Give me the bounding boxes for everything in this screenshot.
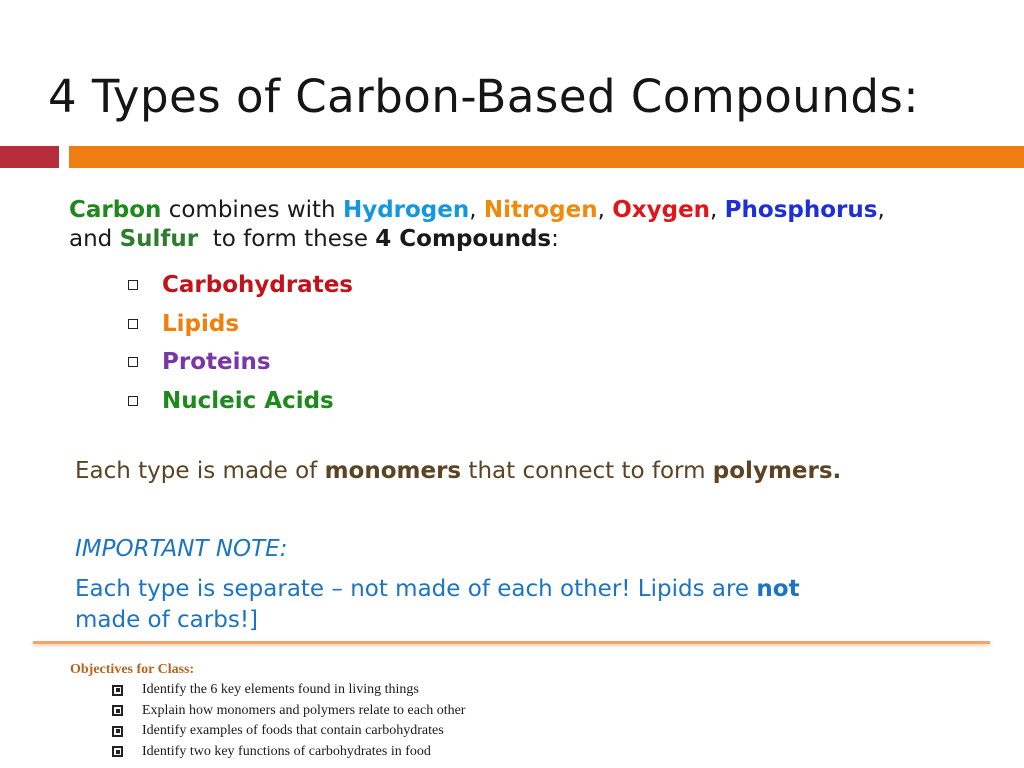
important-note-heading: IMPORTANT NOTE:: [75, 536, 288, 562]
element-carbon: Carbon: [69, 197, 162, 223]
intro-text-to-form: to form these: [198, 226, 376, 252]
intro-colon: :: [551, 226, 559, 252]
objectives-title: Objectives for Class:: [70, 662, 195, 677]
objective-item: [112, 742, 465, 763]
hollow-square-bullet-icon: [128, 396, 138, 406]
intro-sep-1: ,: [469, 197, 484, 223]
intro-sep-2: ,: [597, 197, 613, 223]
intro-sep-4: ,: [877, 197, 885, 223]
note-emphasis-not: not: [756, 576, 800, 602]
compound-list: [128, 266, 353, 420]
intro-paragraph: [69, 196, 999, 254]
filled-square-bullet-icon: [112, 746, 123, 757]
intro-text-and: and: [69, 226, 120, 252]
intro-text-combines: combines with: [161, 197, 343, 223]
note-text-2: made of carbs!]: [75, 607, 259, 633]
objective-text: Identify the 6 key elements found in living things: [142, 682, 419, 698]
hollow-square-bullet-icon: [128, 357, 138, 367]
polymers-term: polymers.: [712, 458, 842, 484]
objective-text: Explain how monomers and polymers relate to each other: [142, 702, 466, 718]
objective-item: [112, 680, 465, 701]
intro-sep-3: ,: [710, 197, 725, 223]
list-item-carbohydrates: [128, 266, 353, 305]
element-oxygen: Oxygen: [612, 197, 711, 223]
filled-square-bullet-icon: [112, 685, 123, 696]
compound-label: Nucleic Acids: [162, 387, 334, 414]
list-item-proteins: [128, 343, 353, 382]
title-bar-orange: [69, 146, 1024, 168]
slide-title: 4 Types of Carbon-Based Compounds:: [48, 70, 920, 123]
hollow-square-bullet-icon: [128, 319, 138, 329]
compound-label: Lipids: [162, 310, 240, 337]
intro-four-compounds: 4 Compounds: [375, 226, 552, 252]
element-hydrogen: Hydrogen: [342, 197, 470, 223]
list-item-nucleic-acids: [128, 382, 353, 421]
compound-label: Proteins: [162, 349, 271, 376]
filled-square-bullet-icon: [112, 705, 123, 716]
important-note-body: [75, 574, 975, 636]
objective-text: Identify two key functions of carbohydrates in food: [142, 743, 431, 759]
title-bar-red-accent: [0, 146, 59, 168]
element-nitrogen: Nitrogen: [483, 197, 598, 223]
monomer-text-1: Each type is made of: [75, 458, 325, 484]
compound-label: Carbohydrates: [162, 272, 353, 299]
objective-item: [112, 721, 465, 742]
note-text-1: Each type is separate – not made of each other! Lipids are: [75, 576, 757, 602]
objectives-list: [112, 680, 465, 762]
hollow-square-bullet-icon: [128, 280, 138, 290]
element-sulfur: Sulfur: [119, 226, 199, 252]
monomer-text-2: that connect to form: [461, 458, 713, 484]
objective-item: [112, 701, 465, 722]
monomers-term: monomers: [324, 458, 462, 484]
element-phosphorus: Phosphorus: [724, 197, 878, 223]
objective-text: Identify examples of foods that contain carbohydrates: [142, 723, 444, 739]
list-item-lipids: [128, 305, 353, 344]
filled-square-bullet-icon: [112, 726, 123, 737]
monomer-polymer-statement: [75, 458, 841, 484]
footer-divider: [33, 641, 990, 644]
